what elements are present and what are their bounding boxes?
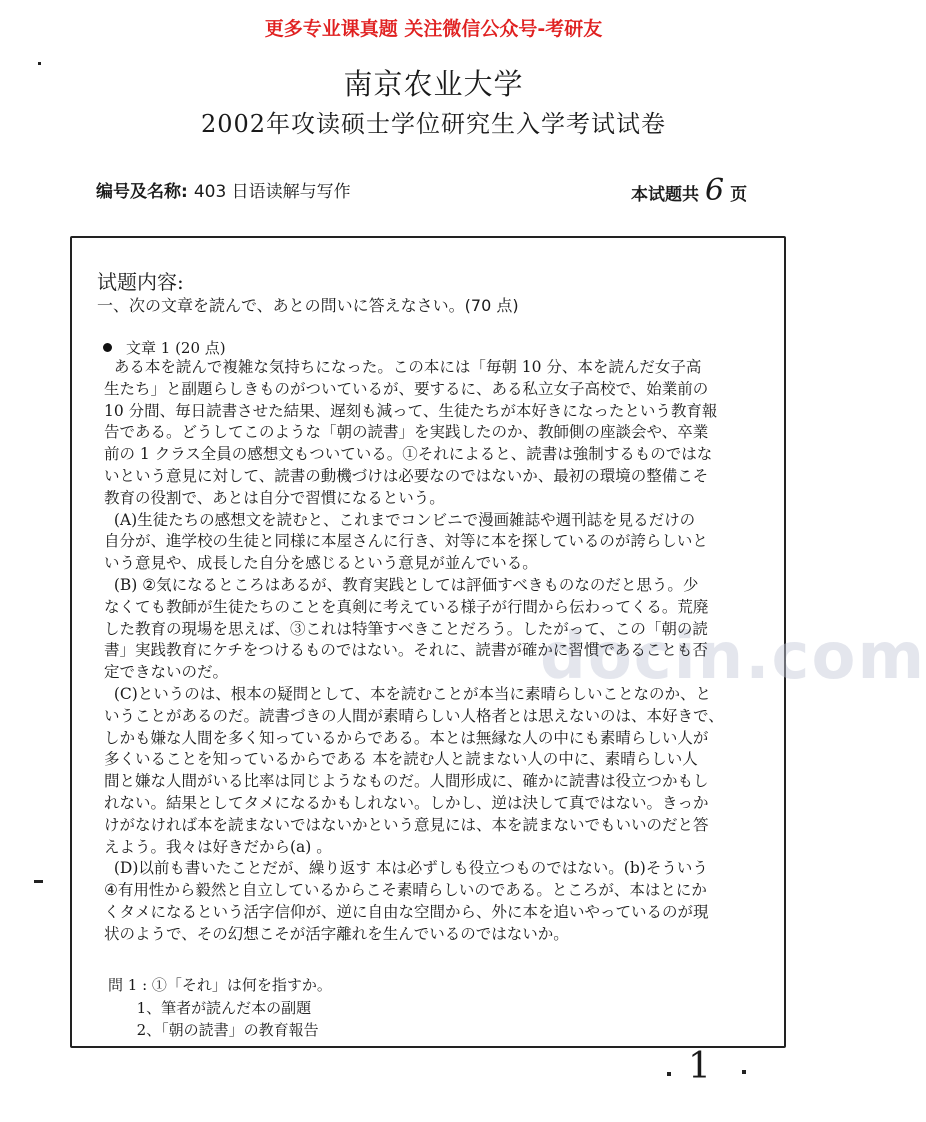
scan-speck	[667, 1072, 671, 1076]
watermark: docin.com	[540, 620, 926, 694]
question-block	[108, 974, 332, 1042]
page-count-number: 6	[705, 173, 725, 208]
scan-speck	[34, 880, 43, 883]
exam-title: 2002年攻读硕士学位研究生入学考试试卷	[200, 110, 667, 138]
university-name: 南京农业大学	[343, 67, 524, 101]
article-label	[103, 337, 226, 358]
article-body: ある本を読んで複雑な気持ちになった。この本には「毎朝 10 分、本を読んだ女子高 生たち」と副題らしきものがついているが、要するに、ある私立女子高校で、始業前の 10 分間、毎日読書させた結果、遅刻も減って、生徒たちが本好きになったという教育報 告である。どうしてこのような「朝の読書」を実践したのか、教師側の座談会や、卒業 前の 1 クラス全員の感想文もついている。①それによると、読書は強制するものではな いという意見に対して、読書の動機づけは必要なのではないか、最初の環境の整備こそ 教育の役割で、あとは自分で習慣になるという。 (A)生徒たちの感想文を読むと、これまでコンビニで漫画雑誌や週刊誌を見るだけの 自分が、進学校の生徒と同様に本屋さんに行き、対等に本を探しているのが誇らしいと いう意見や、成長した自分を感じるという意見が並んでいる。 (B) ②気になるところはあるが、教育実践としては評価すべきものなのだと思う。少 なくても教師が生徒たちのことを真剣に考えている様子が行間から伝わってくる。荒廃 した教育の現場を思えば、③これは特筆すべきことだろう。したがって、この「朝の読 書」実践教育にケチをつけるものではない。それに、読書が確かに習慣であることも否 定できないのだ。 (C)というのは、根本の疑問として、本を読むことが本当に素晴らしいことなのか、と いうことがあるのだ。読書づきの人間が素晴らしい人格者とは思えないのは、本好きで、 しかも嫌な人間を多く知っているからである。本とは無縁な人の中にも素晴らしい人が 多くいることを知っているからである 本を読む人と読まない人の中に、素晴らしい人 間と嫌な人間がいる比率は同じようなものだ。人間形成に、確かに読書は役立つかもし れない。結果としてタメになるかもしれない。しかし、逆は決して真ではない。きっか けがなければ本を読まないではないかという意見には、本を読まないでもいいのだと答 えよう。我々は好きだから(a) 。 (D)以前も書いたことだが、繰り返す 本は必ずしも役立つものではない。(b)そういう ④有用性から毅然と自立しているからこそ素晴らしいのである。ところが、本はとにか くタメになるという活字信仰が、逆に自由な空間から、外に本を追いやっているのが現 状のようで、その幻想こそが活字離れを生んでいるのではないか。	[104, 358, 724, 943]
promo-banner: 更多专业课真题 关注微信公众号-考研友	[264, 18, 603, 40]
exam-code-label: 编号及名称:	[96, 182, 188, 202]
article-label-text: 文章 1 (20 点)	[126, 339, 226, 357]
exam-code-value: 403 日语读解与写作	[193, 182, 351, 202]
page-count-suffix: 页	[730, 185, 748, 205]
scan-speck	[38, 62, 41, 65]
page-count	[631, 173, 747, 208]
page-number: 1	[688, 1046, 711, 1087]
option-1: 1、筆者が読んだ本の副題	[136, 998, 312, 1017]
page-count-prefix: 本试题共	[631, 185, 699, 205]
bullet-icon	[103, 343, 112, 352]
option-2: 2、「朝の読書」の教育報告	[136, 1021, 319, 1039]
content-heading: 试题内容:	[97, 270, 184, 294]
exam-code	[96, 177, 351, 202]
scan-speck	[742, 1070, 746, 1074]
instruction: 一、次の文章を読んで、あとの問いに答えなさい。(70 点)	[97, 296, 519, 315]
question-1: 問 1 : ①「それ」は何を指すか。	[108, 976, 332, 994]
